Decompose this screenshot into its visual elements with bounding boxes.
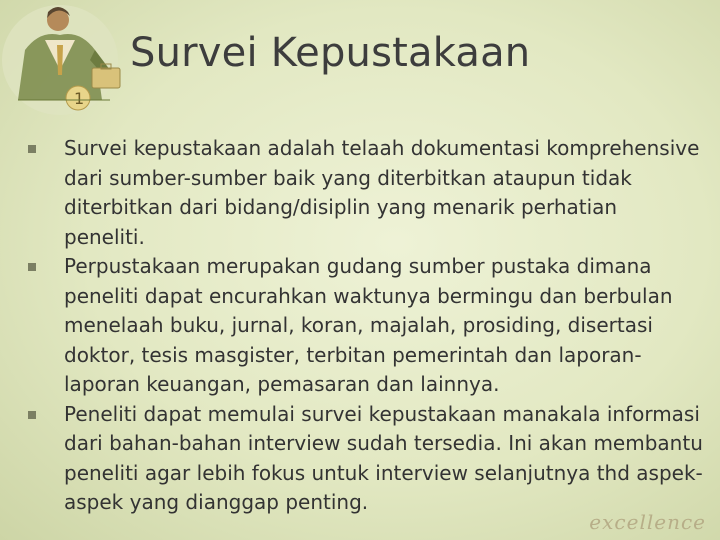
bullet-item (28, 252, 708, 400)
bullet-item (28, 134, 708, 252)
square-bullet-icon (28, 145, 36, 153)
svg-text:1: 1 (74, 89, 85, 108)
bullet-item (28, 400, 708, 518)
bullet-text: Peneliti dapat memulai survei kepustakaan manakala informasi dari bahan-bahan interview sudah tersedia. Ini akan membantu peneliti agar lebih fokus untuk interview selanjutnya thd aspek-aspek yang dianggap penting. (64, 401, 703, 514)
slide-title: Survei Kepustakaan (130, 30, 531, 76)
excellence-watermark: excellence (589, 510, 706, 534)
square-bullet-icon (28, 411, 36, 419)
bullet-text: Perpustakaan merupakan gudang sumber pustaka dimana peneliti dapat encurahkan waktunya bermingu dan berbulan menelaah buku, jurnal, koran, majalah, prosiding, disertasi doktor, tesis masgister, terbitan pemerintah dan laporan-laporan keuangan, pemasaran dan lainnya. (64, 254, 673, 396)
bullet-text: Survei kepustakaan adalah telaah dokumentasi komprehensive dari sumber-sumber baik yang diterbitkan ataupun tidak diterbitkan dari bidang/disiplin yang menarik perhatian peneliti. (64, 136, 700, 249)
bullet-list (28, 134, 708, 518)
square-bullet-icon (28, 263, 36, 271)
businessman-with-briefcase-icon (0, 0, 130, 120)
